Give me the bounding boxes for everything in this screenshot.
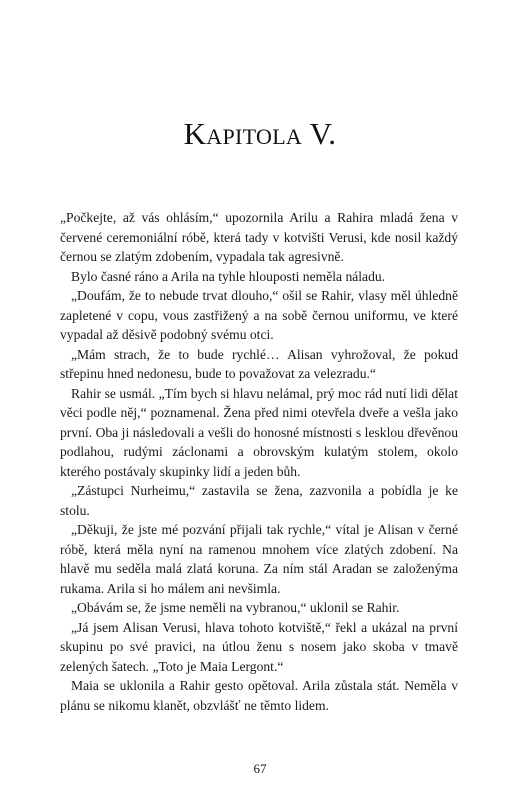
page-number: 67 [253, 761, 267, 776]
paragraph: „Mám strach, že to bude rychlé… Alisan vyhrožoval, že pokud střepinu hned nedonesu, bude to považovat za velezradu.“ [60, 346, 458, 381]
paragraph: „Doufám, že to nebude trvat dlouho,“ ošil se Rahir, vlasy měl úhledně zapletené v copu, vous zastřižený a na sobě černou uniformu, ve které vypadal až děsivě podobný svému otci. [60, 288, 458, 342]
body-text [60, 208, 458, 715]
paragraph: „Počkejte, až vás ohlásím,“ upozornila Arilu a Rahira mladá žena v červené ceremoniální róbě, která tady v kotvišti Verusi, kde nosil každý černou se zlatým zdobením, vypadala tak agresivně. [60, 210, 458, 264]
paragraph: „Já jsem Alisan Verusi, hlava tohoto kotviště,“ řekl a ukázal na první skupinu po své pravici, na útlou ženu s nosem jako skoba v tmavě zelených šatech. „Toto je Maia Lergont.“ [60, 619, 458, 674]
paragraph: Maia se uklonila a Rahir gesto opětoval. Arila zůstala stát. Neměla v plánu se nikomu klanět, obzvlášť ne těmto lidem. [60, 678, 458, 713]
paragraph: Bylo časné ráno a Arila na tyhle hlouposti neměla náladu. [71, 268, 386, 284]
paragraph: Rahir se usmál. „Tím bych si hlavu nelámal, prý moc rád nutí lidi dělat věci podle něj,“ poznamenal. Žena před nimi otevřela dveře a vešla jako první. Oba ji následovali a vešli do honosné místnosti s lesklou dřevěnou podlahou, rudými záclonami a obrovským kulatým stolem, okolo kterého postávaly skupinky lidí a jeden bůh. [60, 385, 458, 479]
paragraph: „Obávám se, že jsme neměli na vybranou,“ uklonil se Rahir. [71, 600, 400, 615]
chapter-title: Kapitola V. [183, 116, 337, 151]
paragraph: „Děkuji, že jste mé pozvání přijali tak rychle,“ vítal je Alisan v černé róbě, která měla nyní na ramenou mnohem více zlatých zdobení. Na hlavě mu seděla malá zlatá koruna. Za ním stál Aradan se založenýma rukama. Arila si ho málem ani nevšimla. [60, 522, 458, 596]
paragraph: „Zástupci Nurheimu,“ zastavila se žena, zazvonila a pobídla je ke stolu. [60, 483, 458, 518]
